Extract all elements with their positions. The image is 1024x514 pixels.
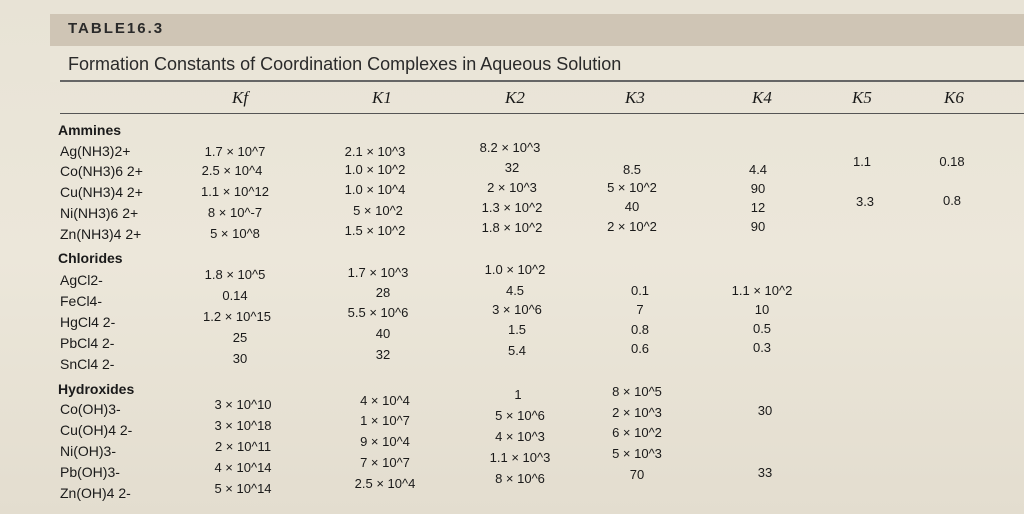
category-hydroxides: Hydroxides	[58, 381, 135, 397]
cell-ni-oh-k1: 9 × 10^4	[360, 434, 410, 449]
cell-cu-oh-k3: 2 × 10^3	[612, 405, 662, 420]
header-k5-text: K5	[852, 88, 872, 107]
cell-ni-nh3-k6: 0.8	[942, 193, 962, 208]
cell-cu-nh3-k2: 2 × 10^3	[487, 180, 537, 195]
cell-hgcl-kf: 1.2 × 10^15	[203, 309, 271, 324]
header-k2-text: K2	[505, 88, 525, 107]
cell-ni-nh3-k1: 5 × 10^2	[353, 203, 403, 218]
cell-zn-oh-k4: 33	[757, 465, 773, 480]
species-ni-nh3: Ni(NH3)6 2+	[60, 205, 139, 221]
cell-pb-oh-kf: 4 × 10^14	[214, 460, 272, 475]
cell-co-oh-k2: 1	[514, 387, 522, 402]
cell-agcl-k1: 1.7 × 10^3	[347, 265, 409, 280]
cell-zn-oh-k3: 70	[629, 467, 645, 482]
cell-zn-oh-k2: 8 × 10^6	[495, 471, 545, 486]
species-zn-nh3: Zn(NH3)4 2+	[60, 226, 142, 242]
header-k2	[505, 88, 525, 108]
cell-cu-oh-k4: 30	[757, 403, 773, 418]
species-cu-oh: Cu(OH)4 2-	[60, 422, 133, 438]
cell-pb-oh-k1: 7 × 10^7	[360, 455, 410, 470]
cell-pbcl-k4: 0.5	[752, 321, 772, 336]
cell-fecl-k4: 1.1 × 10^2	[731, 283, 793, 298]
header-k6	[944, 88, 964, 108]
cell-ni-nh3-k5: 3.3	[855, 194, 875, 209]
species-pbcl: PbCl4 2-	[60, 335, 115, 351]
species-agcl: AgCl2-	[60, 272, 103, 288]
cell-hgcl-k1: 5.5 × 10^6	[347, 305, 409, 320]
table-label-band	[50, 14, 1024, 46]
header-k1-text: K1	[372, 88, 392, 107]
header-kf	[232, 88, 248, 108]
category-chlorides: Chlorides	[58, 250, 123, 266]
cell-sncl-k2: 5.4	[507, 343, 527, 358]
cell-cu-nh3-k3: 5 × 10^2	[607, 180, 657, 195]
cell-hgcl-k2: 3 × 10^6	[492, 302, 542, 317]
species-ag-nh3: Ag(NH3)2+	[60, 143, 131, 159]
cell-co-oh-k3: 8 × 10^5	[612, 384, 662, 399]
cell-hgcl-k4: 10	[754, 302, 770, 317]
species-cu-nh3: Cu(NH3)4 2+	[60, 184, 143, 200]
cell-ni-oh-kf: 2 × 10^11	[214, 439, 272, 454]
cell-cu-oh-kf: 3 × 10^18	[214, 418, 272, 433]
cell-pbcl-k3: 0.8	[630, 322, 650, 337]
species-fecl: FeCl4-	[60, 293, 103, 309]
cell-zn-nh3-kf: 5 × 10^8	[210, 226, 260, 241]
species-co-oh: Co(OH)3-	[60, 401, 121, 417]
header-k6-text: K6	[944, 88, 964, 107]
species-sncl: SnCl4 2-	[60, 356, 115, 372]
cell-sncl-k3: 0.6	[630, 341, 650, 356]
cell-cu-oh-k2: 5 × 10^6	[495, 408, 545, 423]
header-k4-text: K4	[752, 88, 772, 107]
cell-co-nh3-k1: 1.0 × 10^2	[344, 162, 406, 177]
cell-fecl-k1: 28	[375, 285, 391, 300]
cell-pbcl-k2: 1.5	[507, 322, 527, 337]
header-rule	[60, 113, 1024, 114]
cell-zn-oh-kf: 5 × 10^14	[214, 481, 272, 496]
top-rule	[60, 80, 1024, 82]
cell-zn-nh3-k2: 1.8 × 10^2	[481, 220, 543, 235]
cell-ni-oh-k3: 6 × 10^2	[612, 425, 662, 440]
cell-fecl-kf: 0.14	[222, 288, 248, 303]
cell-ni-nh3-k4: 12	[750, 200, 766, 215]
table-label: TABLE16.3	[68, 20, 165, 37]
header-k5	[852, 88, 872, 108]
cell-co-nh3-k4: 4.4	[748, 162, 768, 177]
cell-co-oh-k1: 4 × 10^4	[360, 393, 410, 408]
species-hgcl: HgCl4 2-	[60, 314, 116, 330]
cell-ag-nh3-k1: 2.1 × 10^3	[344, 144, 406, 159]
cell-zn-nh3-k4: 90	[750, 219, 766, 234]
cell-ag-nh3-kf: 1.7 × 10^7	[204, 144, 266, 159]
cell-cu-nh3-k1: 1.0 × 10^4	[344, 182, 406, 197]
cell-co-nh3-k6: 0.18	[939, 154, 965, 169]
table-title: Formation Constants of Coordination Complexes in Aqueous Solution	[68, 54, 622, 74]
cell-ni-nh3-k2: 1.3 × 10^2	[481, 200, 543, 215]
cell-fecl-k3: 0.1	[630, 283, 650, 298]
cell-ni-oh-k2: 4 × 10^3	[495, 429, 545, 444]
cell-ag-nh3-k2: 8.2 × 10^3	[479, 140, 541, 155]
cell-fecl-k2: 4.5	[505, 283, 525, 298]
header-k4	[752, 88, 772, 108]
cell-co-nh3-k2: 32	[504, 160, 520, 175]
cell-sncl-kf: 30	[232, 351, 248, 366]
header-k3	[625, 88, 645, 108]
cell-co-oh-kf: 3 × 10^10	[214, 397, 272, 412]
cell-cu-nh3-kf: 1.1 × 10^12	[201, 184, 269, 199]
header-k3-text: K3	[625, 88, 645, 107]
cell-hgcl-k3: 7	[636, 302, 644, 317]
species-pb-oh: Pb(OH)3-	[60, 464, 120, 480]
cell-cu-oh-k1: 1 × 10^7	[360, 413, 410, 428]
category-ammines: Ammines	[58, 122, 122, 138]
cell-cu-nh3-k4: 90	[750, 181, 766, 196]
cell-zn-nh3-k1: 1.5 × 10^2	[344, 223, 406, 238]
cell-ni-nh3-k3: 40	[624, 199, 640, 214]
header-kf-text: Kf	[232, 88, 249, 107]
cell-agcl-kf: 1.8 × 10^5	[204, 267, 266, 282]
cell-ni-nh3-kf: 8 × 10^-7	[207, 205, 263, 220]
species-co-nh3: Co(NH3)6 2+	[60, 163, 143, 179]
header-k1	[372, 88, 392, 108]
cell-agcl-k2: 1.0 × 10^2	[484, 262, 546, 277]
cell-pb-oh-k3: 5 × 10^3	[612, 446, 662, 461]
species-zn-oh: Zn(OH)4 2-	[60, 485, 131, 501]
cell-pbcl-k1: 40	[375, 326, 391, 341]
cell-sncl-k1: 32	[375, 347, 391, 362]
species-ni-oh: Ni(OH)3-	[60, 443, 116, 459]
cell-zn-nh3-k3: 2 × 10^2	[607, 219, 657, 234]
cell-co-nh3-k5: 1.1	[852, 154, 872, 169]
cell-co-nh3-kf: 2.5 × 10^4	[201, 163, 263, 178]
cell-pbcl-kf: 25	[232, 330, 248, 345]
cell-sncl-k4: 0.3	[752, 340, 772, 355]
cell-co-nh3-k3: 8.5	[622, 162, 642, 177]
cell-pb-oh-k2: 1.1 × 10^3	[489, 450, 551, 465]
cell-zn-oh-k1: 2.5 × 10^4	[354, 476, 416, 491]
